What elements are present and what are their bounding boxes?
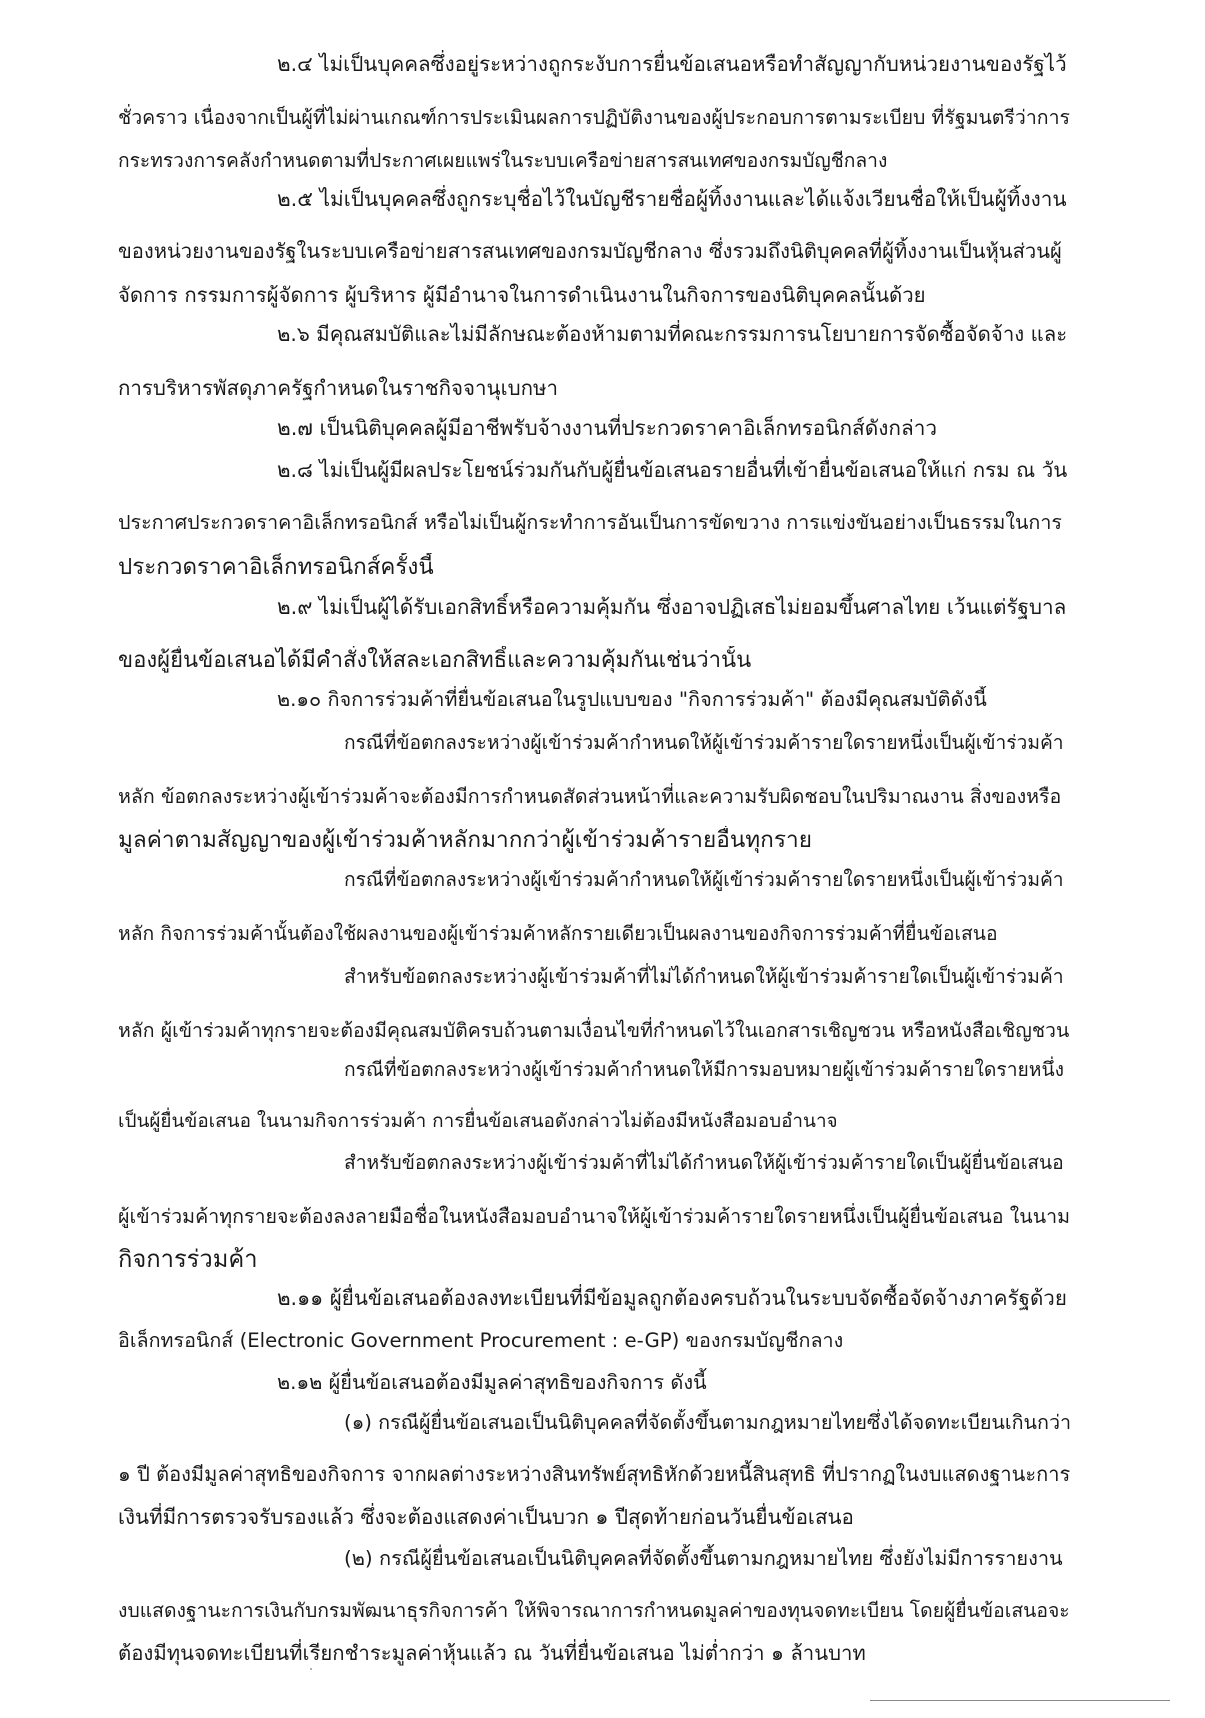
paragraph-2-10-case-5-line-2: ผู้เข้าร่วมค้าทุกรายจะต้องลงลายมือชื่อในหนังสือมอบอำนาจให้ผู้เข้าร่วมค้ารายใดรายหนึ่งเป็นผู้ยื่นข้อเสนอ ในนาม [118, 1205, 1070, 1228]
paragraph-2-8-line-3: ประกวดราคาอิเล็กทรอนิกส์ครั้งนี้ [118, 554, 434, 580]
paragraph-2-10-case-4-line-1: กรณีที่ข้อตกลงระหว่างผู้เข้าร่วมค้ากำหนดให้มีการมอบหมายผู้เข้าร่วมค้ารายใดรายหนึ่ง [344, 1058, 1064, 1081]
paragraph-2-4-line-3: กระทรวงการคลังกำหนดตามที่ประกาศเผยแพร่ในระบบเครือข่ายสารสนเทศของกรมบัญชีกลาง [118, 149, 888, 172]
paragraph-2-6-line-1: ๒.๖ มีคุณสมบัติและไม่มีลักษณะต้องห้ามตามที่คณะกรรมการนโยบายการจัดซื้อจัดจ้าง และ [277, 322, 1067, 346]
paragraph-2-12-item-2-line-2: งบแสดงฐานะการเงินกับกรมพัฒนาธุรกิจการค้า ให้พิจารณาการกำหนดมูลค่าของทุนจดทะเบียน โดยผู้ยื่นข้อเสนอจะ [118, 1599, 1070, 1622]
paragraph-2-12-item-2-line-1: (๒) กรณีผู้ยื่นข้อเสนอเป็นนิติบุคคลที่จัดตั้งขึ้นตามกฎหมายไทย ซึ่งยังไม่มีการรายงาน [344, 1546, 1063, 1570]
scan-speck [310, 1668, 312, 1670]
paragraph-2-7-line-1: ๒.๗ เป็นนิติบุคคลผู้มีอาชีพรับจ้างงานที่ประกวดราคาอิเล็กทรอนิกส์ดังกล่าว [277, 416, 937, 440]
paragraph-2-10-case-1-line-3: มูลค่าตามสัญญาของผู้เข้าร่วมค้าหลักมากกว่าผู้เข้าร่วมค้ารายอื่นทุกราย [118, 827, 812, 853]
paragraph-2-11-line-1: ๒.๑๑ ผู้ยื่นข้อเสนอต้องลงทะเบียนที่มีข้อมูลถูกต้องครบถ้วนในระบบจัดซื้อจัดจ้างภาครัฐด้วย [277, 1286, 1067, 1310]
paragraph-2-8-line-2: ประกาศประกวดราคาอิเล็กทรอนิกส์ หรือไม่เป็นผู้กระทำการอันเป็นการขัดขวาง การแข่งขันอย่างเป็นธรรมในการ [118, 511, 1062, 534]
paragraph-2-8-line-1: ๒.๘ ไม่เป็นผู้มีผลประโยชน์ร่วมกันกับผู้ยื่นข้อเสนอรายอื่นที่เข้ายื่นข้อเสนอให้แก่ กรม ณ วัน [277, 458, 1067, 482]
paragraph-2-10-case-2-line-1: กรณีที่ข้อตกลงระหว่างผู้เข้าร่วมค้ากำหนดให้ผู้เข้าร่วมค้ารายใดรายหนึ่งเป็นผู้เข้าร่วมค้า [344, 868, 1064, 891]
paragraph-2-4-line-1: ๒.๔ ไม่เป็นบุคคลซึ่งอยู่ระหว่างถูกระงับการยื่นข้อเสนอหรือทำสัญญากับหน่วยงานของรัฐไว้ [277, 52, 1067, 76]
paragraph-2-11-line-2: อิเล็กทรอนิกส์ (Electronic Government Procurement : e-GP) ของกรมบัญชีกลาง [118, 1329, 844, 1352]
paragraph-2-10-case-1-line-1: กรณีที่ข้อตกลงระหว่างผู้เข้าร่วมค้ากำหนดให้ผู้เข้าร่วมค้ารายใดรายหนึ่งเป็นผู้เข้าร่วมค้า [344, 731, 1064, 754]
paragraph-2-12-item-1-line-1: (๑) กรณีผู้ยื่นข้อเสนอเป็นนิติบุคคลที่จัดตั้งขึ้นตามกฎหมายไทยซึ่งได้จดทะเบียนเกินกว่า [344, 1411, 1072, 1434]
paragraph-2-12-heading: ๒.๑๒ ผู้ยื่นข้อเสนอต้องมีมูลค่าสุทธิของกิจการ ดังนี้ [277, 1370, 707, 1394]
paragraph-2-12-item-1-line-2: ๑ ปี ต้องมีมูลค่าสุทธิของกิจการ จากผลต่างระหว่างสินทรัพย์สุทธิหักด้วยหนี้สินสุทธิ ที่ปรากฏในงบแสดงฐานะการ [118, 1462, 1070, 1486]
paragraph-2-9-line-2: ของผู้ยื่นข้อเสนอได้มีคำสั่งให้สละเอกสิทธิ์และความคุ้มกันเช่นว่านั้น [118, 647, 752, 673]
paragraph-2-12-item-2-line-3: ต้องมีทุนจดทะเบียนที่เรียกชำระมูลค่าหุ้นแล้ว ณ วันที่ยื่นข้อเสนอ ไม่ต่ำกว่า ๑ ล้านบาท [118, 1641, 866, 1665]
paragraph-2-5-line-3: จัดการ กรรมการผู้จัดการ ผู้บริหาร ผู้มีอำนาจในการดำเนินงานในกิจการของนิติบุคคลนั้นด้วย [118, 283, 926, 307]
bottom-rule [870, 1700, 1170, 1701]
paragraph-2-10-case-2-line-2: หลัก กิจการร่วมค้านั้นต้องใช้ผลงานของผู้เข้าร่วมค้าหลักรายเดียวเป็นผลงานของกิจการร่วมค้าที่ยื่นข้อเสนอ [118, 922, 998, 945]
paragraph-2-10-case-5-line-1: สำหรับข้อตกลงระหว่างผู้เข้าร่วมค้าที่ไม่ได้กำหนดให้ผู้เข้าร่วมค้ารายใดเป็นผู้ยื่นข้อเสนอ [344, 1151, 1064, 1174]
paragraph-2-10-case-3-line-1: สำหรับข้อตกลงระหว่างผู้เข้าร่วมค้าที่ไม่ได้กำหนดให้ผู้เข้าร่วมค้ารายใดเป็นผู้เข้าร่วมค้า [344, 965, 1064, 988]
paragraph-2-12-item-1-line-3: เงินที่มีการตรวจรับรองแล้ว ซึ่งจะต้องแสดงค่าเป็นบวก ๑ ปีสุดท้ายก่อนวันยื่นข้อเสนอ [118, 1505, 854, 1529]
paragraph-2-10-case-4-line-2: เป็นผู้ยื่นข้อเสนอ ในนามกิจการร่วมค้า การยื่นข้อเสนอดังกล่าวไม่ต้องมีหนังสือมอบอำนาจ [118, 1110, 838, 1132]
paragraph-2-6-line-2: การบริหารพัสดุภาครัฐกำหนดในราชกิจจานุเบกษา [118, 376, 558, 400]
paragraph-2-10-case-1-line-2: หลัก ข้อตกลงระหว่างผู้เข้าร่วมค้าจะต้องมีการกำหนดสัดส่วนหน้าที่และความรับผิดชอบในปริมาณงาน สิ่งของหรือ [118, 785, 1062, 808]
paragraph-2-5-line-1: ๒.๕ ไม่เป็นบุคคลซึ่งถูกระบุชื่อไว้ในบัญชีรายชื่อผู้ทิ้งงานและได้แจ้งเวียนชื่อให้เป็นผู้ทิ้งงาน [277, 187, 1067, 211]
paragraph-2-10-heading: ๒.๑๐ กิจการร่วมค้าที่ยื่นข้อเสนอในรูปแบบของ "กิจการร่วมค้า" ต้องมีคุณสมบัติดังนี้ [277, 688, 987, 711]
paragraph-2-10-case-3-line-2: หลัก ผู้เข้าร่วมค้าทุกรายจะต้องมีคุณสมบัติครบถ้วนตามเงื่อนไขที่กำหนดไว้ในเอกสารเชิญชวน หรือหนังสือเชิญชวน [118, 1019, 1070, 1042]
paragraph-2-9-line-1: ๒.๙ ไม่เป็นผู้ได้รับเอกสิทธิ์หรือความคุ้มกัน ซึ่งอาจปฏิเสธไม่ยอมขึ้นศาลไทย เว้นแต่รัฐบาล [277, 595, 1067, 619]
paragraph-2-10-case-5-line-3: กิจการร่วมค้า [118, 1245, 258, 1273]
paragraph-2-4-line-2: ชั่วคราว เนื่องจากเป็นผู้ที่ไม่ผ่านเกณฑ์การประเมินผลการปฏิบัติงานของผู้ประกอบการตามระเบียบ ที่รัฐมนตรีว่าการ [118, 106, 1070, 129]
paragraph-2-5-line-2: ของหน่วยงานของรัฐในระบบเครือข่ายสารสนเทศของกรมบัญชีกลาง ซึ่งรวมถึงนิติบุคคลที่ผู้ทิ้งงานเป็นหุ้นส่วนผู้ [118, 239, 1062, 263]
